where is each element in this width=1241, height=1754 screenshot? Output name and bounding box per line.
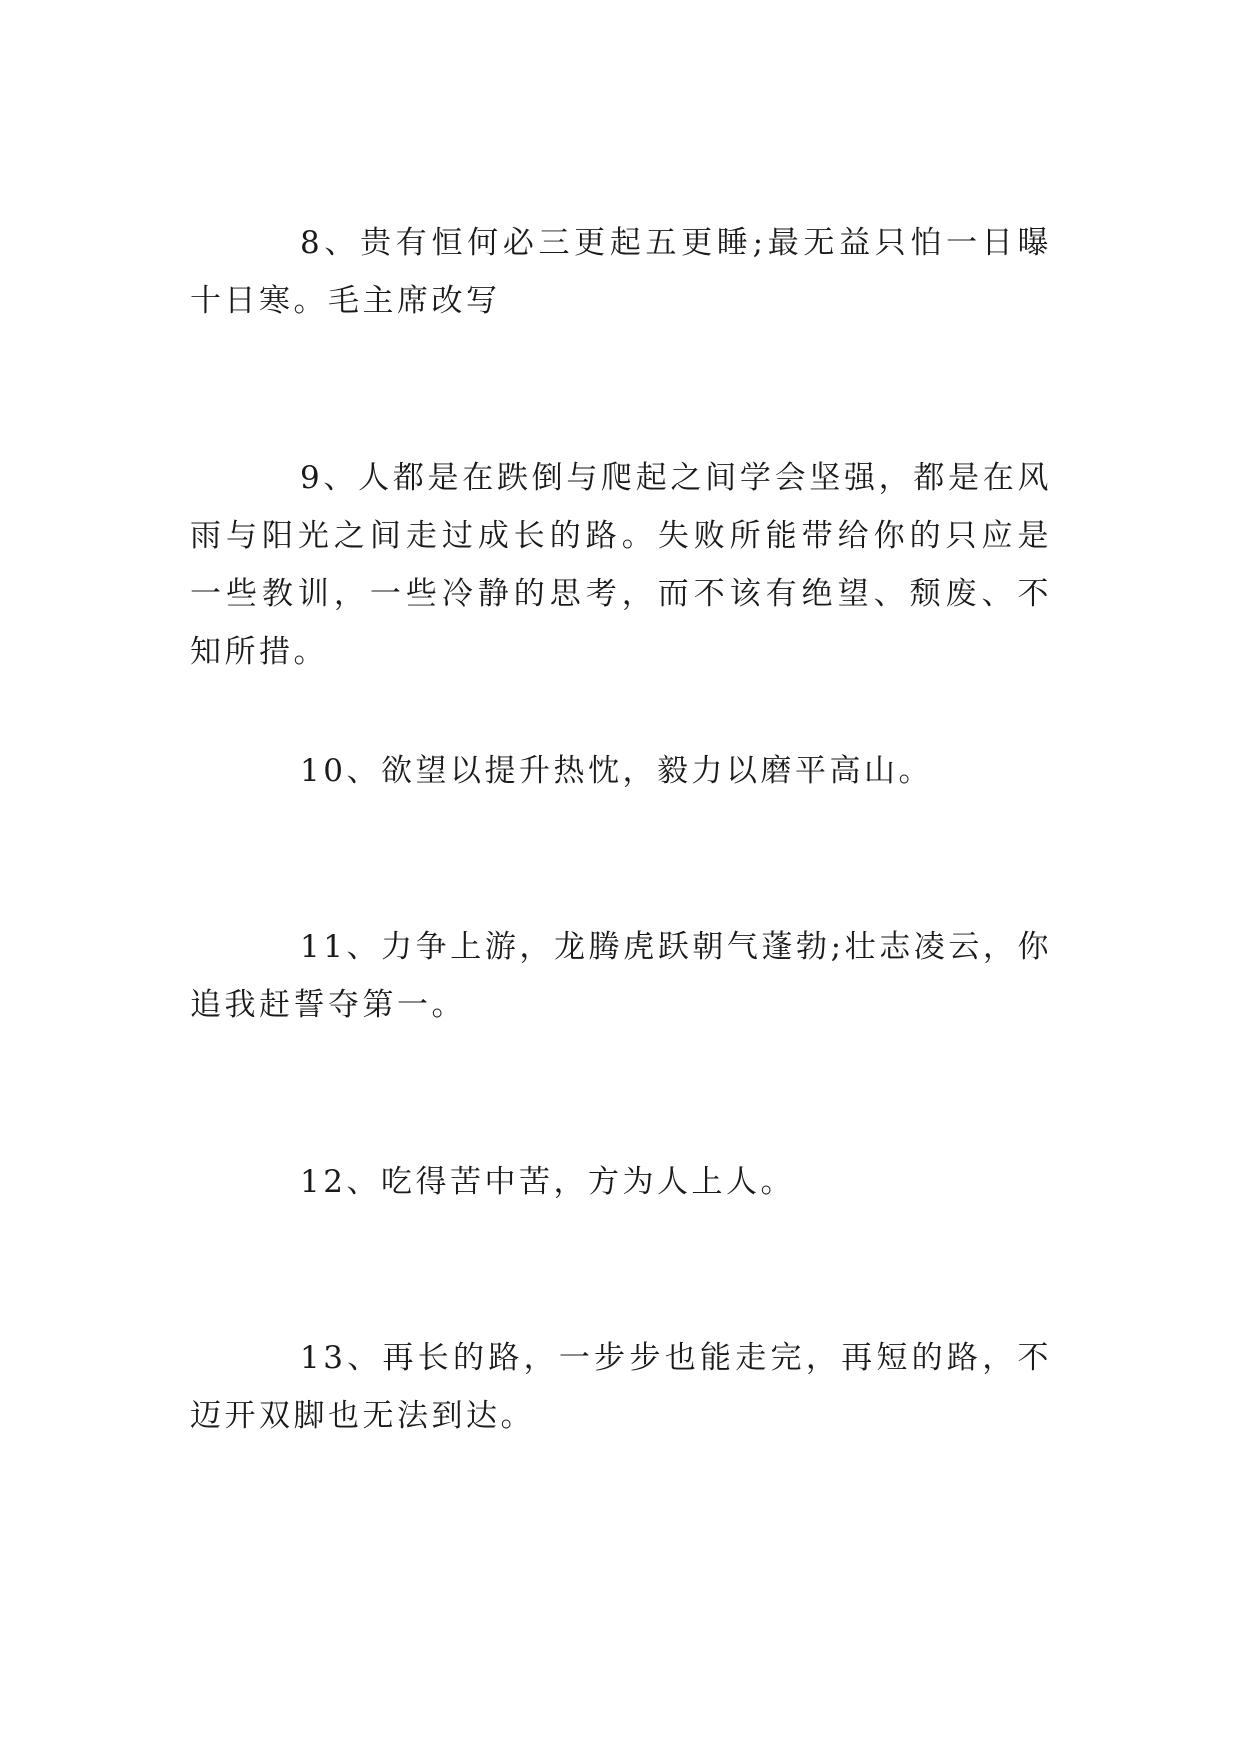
- paragraph-13: 13、再长的路，一步步也能走完，再短的路，不迈开双脚也无法到达。: [190, 1340, 1052, 1434]
- paragraph-11: 11、力争上游，龙腾虎跃朝气蓬勃;壮志凌云，你追我赶誓夺第一。: [190, 929, 1052, 1023]
- paragraph-10: 10、欲望以提升热忱，毅力以磨平高山。: [300, 753, 933, 789]
- paragraph-8: 8、贵有恒何必三更起五更睡;最无益只怕一日曝十日寒。毛主席改写: [190, 225, 1052, 319]
- paragraph-9: 9、人都是在跌倒与爬起之间学会坚强，都是在风雨与阳光之间走过成长的路。失败所能带给你的只应是一些教训，一些冷静的思考，而不该有绝望、颓废、不知所措。: [190, 460, 1052, 670]
- paragraph-12: 12、吃得苦中苦，方为人上人。: [300, 1164, 795, 1200]
